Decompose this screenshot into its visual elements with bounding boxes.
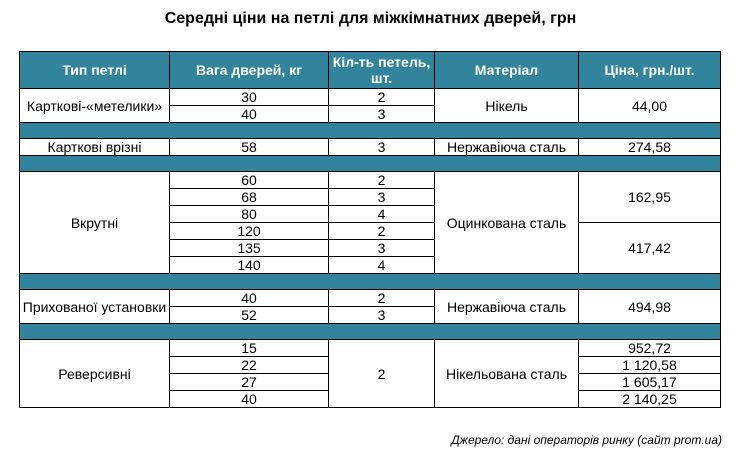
count-cell: 3 — [329, 106, 435, 123]
weight-cell: 52 — [170, 307, 329, 324]
weight-cell: 140 — [170, 257, 329, 274]
count-cell: 2 — [329, 223, 435, 240]
weight-cell: 27 — [170, 374, 329, 391]
weight-cell: 40 — [170, 290, 329, 307]
prices-table — [19, 51, 721, 408]
count-cell: 2 — [329, 340, 435, 408]
source-note: Джерело: дані операторів ринку (сайт prom.ua) — [451, 433, 722, 447]
type-cell: Вкрутні — [20, 172, 170, 274]
table-title: Середні ціни на петлі для міжкімнатних дверей, грн — [164, 10, 577, 27]
header-material: Матеріал — [435, 52, 579, 89]
price-cell: 1 605,17 — [579, 374, 721, 391]
weight-cell: 22 — [170, 357, 329, 374]
count-cell: 2 — [329, 89, 435, 106]
header-weight: Вага дверей, кг — [170, 52, 329, 89]
type-cell: Реверсивні — [20, 340, 170, 408]
separator-row — [20, 274, 721, 290]
weight-cell: 40 — [170, 106, 329, 123]
material-cell: Нікель — [435, 89, 579, 123]
price-cell: 1 120,58 — [579, 357, 721, 374]
price-cell: 2 140,25 — [579, 391, 721, 408]
type-cell: Прихованої установки — [20, 290, 170, 324]
price-cell: 44,00 — [579, 89, 721, 123]
weight-cell: 30 — [170, 89, 329, 106]
price-cell: 417,42 — [579, 223, 721, 274]
type-cell: Карткові-«метелики» — [20, 89, 170, 123]
weight-cell: 135 — [170, 240, 329, 257]
count-cell: 3 — [329, 139, 435, 156]
count-cell: 3 — [329, 307, 435, 324]
weight-cell: 60 — [170, 172, 329, 189]
price-cell: 494,98 — [579, 290, 721, 324]
header-count: Кіл-ть петель, шт. — [329, 52, 435, 89]
header-price: Ціна, грн./шт. — [579, 52, 721, 89]
weight-cell: 120 — [170, 223, 329, 240]
type-cell: Карткові врізні — [20, 139, 170, 156]
material-cell: Оцинкована сталь — [435, 172, 579, 274]
material-cell: Нержавіюча сталь — [435, 290, 579, 324]
table-row — [20, 89, 721, 106]
price-cell: 952,72 — [579, 340, 721, 357]
table-row — [20, 340, 721, 357]
header-row — [20, 52, 721, 89]
separator-row — [20, 123, 721, 139]
weight-cell: 68 — [170, 189, 329, 206]
count-cell: 4 — [329, 257, 435, 274]
count-cell: 2 — [329, 290, 435, 307]
material-cell: Нержавіюча сталь — [435, 139, 579, 156]
table-row — [20, 290, 721, 307]
header-type: Тип петлі — [20, 52, 170, 89]
separator-row — [20, 324, 721, 340]
weight-cell: 40 — [170, 391, 329, 408]
count-cell: 3 — [329, 189, 435, 206]
count-cell: 2 — [329, 172, 435, 189]
weight-cell: 15 — [170, 340, 329, 357]
table-row — [20, 172, 721, 189]
count-cell: 4 — [329, 206, 435, 223]
weight-cell: 58 — [170, 139, 329, 156]
material-cell: Нікельована сталь — [435, 340, 579, 408]
weight-cell: 80 — [170, 206, 329, 223]
table-row — [20, 139, 721, 156]
price-cell: 162,95 — [579, 172, 721, 223]
price-cell: 274,58 — [579, 139, 721, 156]
separator-row — [20, 156, 721, 172]
count-cell: 3 — [329, 240, 435, 257]
